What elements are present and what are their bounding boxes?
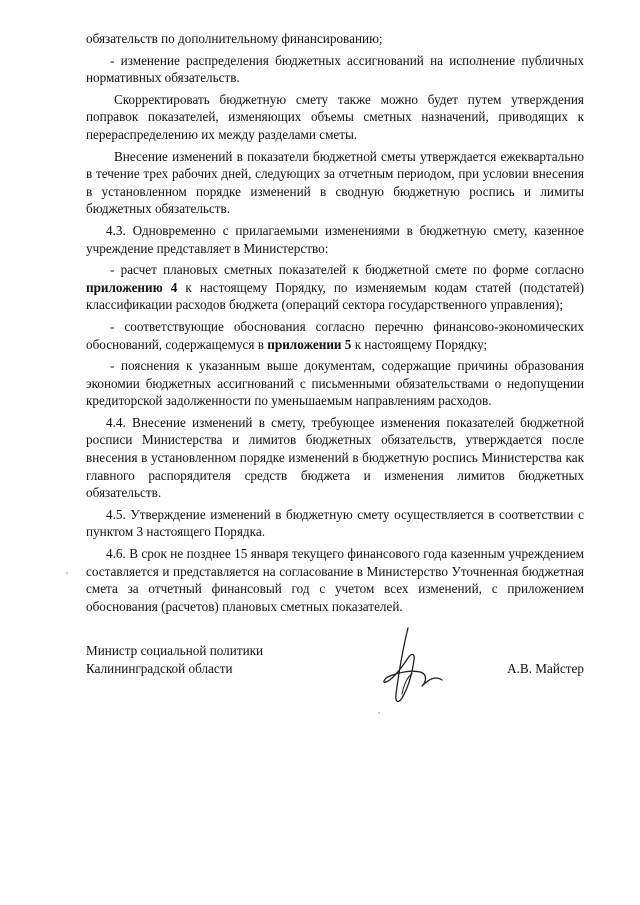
- scan-speck: [378, 712, 380, 714]
- list-item-calculation-text: - расчет плановых сметных показателей к бюджетной смете по форме согласно: [110, 262, 584, 278]
- paragraph-4-4: 4.4. Внесение изменений в смету, требующее изменения показателей бюджетной росписи Министерства и лимитов бюджетных обязательств, утверждается после внесения в установленном порядке изменений в бюджетную роспись Министерства как главного распорядителя средств бюджета и изменения лимитов бюджетных обязательств.: [86, 414, 584, 501]
- list-item-justifications-text: - соответствующие обоснования согласно перечню финансово-экономических обоснований, содержащемуся в: [86, 318, 584, 352]
- signatory-name: А.В. Майстер: [507, 661, 584, 676]
- list-item-calculation: [86, 261, 584, 314]
- list-item-explanations: - пояснения к указанным выше документам, содержащие причины образования экономии бюджетных ассигнований с письменными обязательствами о недопущении кредиторской задолженности по уменьшаемым направлениям расходов.: [86, 358, 584, 409]
- paragraph-continuation: обязательств по дополнительному финансированию;: [86, 31, 383, 46]
- signatory-position-line-2: Калининградской области: [86, 660, 233, 676]
- list-item-justifications: [86, 318, 584, 353]
- appendix-4-reference: приложению 4: [86, 279, 178, 295]
- paragraph-4-6: 4.6. В срок не позднее 15 января текущего финансового года казенным учреждением составляется и представляется на согласование в Министерство Уточненная бюджетная смета за отчетный финансовый год с учетом всех изменений, с приложением обоснования (расчетов) плановых сметных показателей.: [86, 546, 584, 614]
- paragraph-4-5: 4.5. Утверждение изменений в бюджетную смету осуществляется в соответствии с пунктом 3 настоящего Порядка.: [86, 506, 584, 540]
- paragraph-4-3: 4.3. Одновременно с прилагаемыми изменениями в бюджетную смету, казенное учреждение представляет в Министерство:: [86, 222, 584, 256]
- scan-speck: [66, 572, 68, 574]
- list-item-justifications-tail: к настоящему Порядку;: [351, 336, 488, 352]
- paragraph-quarterly-changes: Внесение изменений в показатели бюджетной сметы утверждается ежеквартально в течение трех рабочих дней, следующих за отчетным периодом, при условии внесения в установленном порядке изменений в сводную бюджетную роспись и лимиты бюджетных обязательств.: [86, 148, 584, 217]
- handwritten-signature: [378, 624, 448, 710]
- paragraph-adjust-estimate: Скорректировать бюджетную смету также можно будет путем утверждения поправок показателей, изменяющих объемы сметных назначений, приводящих к перераспределению их между разделами сметы.: [86, 91, 584, 142]
- list-item-calculation-tail: к настоящему Порядку, по изменяемым кодам статей (подстатей) классификации расходов бюджета (операций сектора государственного управления);: [86, 279, 584, 313]
- document-body: [86, 30, 584, 619]
- paragraph-public-obligations: - изменение распределения бюджетных ассигнований на исполнение публичных нормативных обязательств.: [86, 52, 584, 86]
- signatory-position: [86, 642, 263, 677]
- signature-block: [86, 640, 584, 720]
- signatory-position-line-1: Министр социальной политики: [86, 643, 264, 658]
- appendix-5-reference: приложении 5: [267, 336, 352, 352]
